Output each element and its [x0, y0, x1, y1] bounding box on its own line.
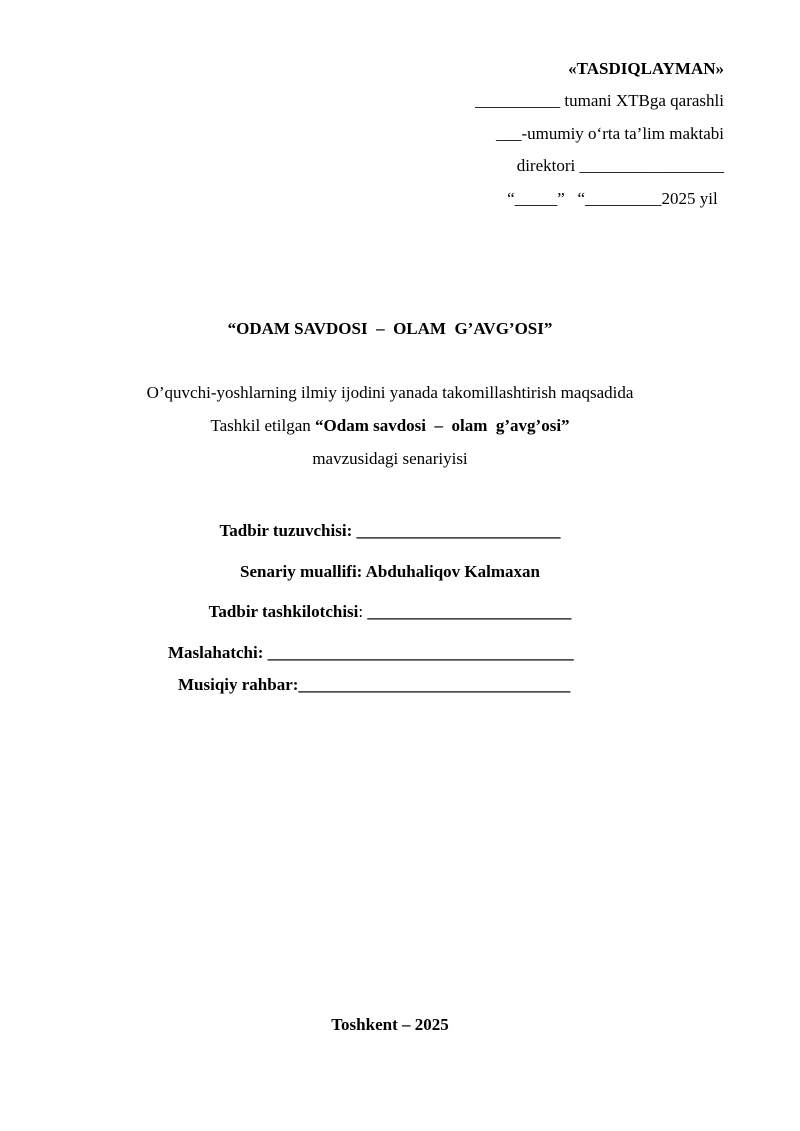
organizer-colon: : — [358, 602, 364, 621]
intro-line-1: O’quvchi-yoshlarning ilmiy ijodini yanada takomillashtirish maqsadida — [146, 383, 634, 402]
music-director-line: Musiqiy rahbar:________________________________ — [178, 675, 571, 694]
organizer-composer-line: Tadbir tuzuvchisi: ________________________ — [219, 521, 561, 540]
footer-city-year: Toshkent – 2025 — [331, 1015, 449, 1034]
intro-line-2 — [0, 416, 780, 436]
approval-date-line: “_____” “_________2025 yil — [507, 189, 722, 208]
organizer-label: Tadbir tashkilotchisi — [208, 602, 359, 621]
approval-director-line: direktori _________________ — [516, 156, 724, 175]
intro-line-2-prefix: Tashkil etilgan — [210, 416, 316, 435]
intro-topic: “Odam savdosi – olam g’avg’osi” — [315, 416, 570, 435]
intro-line-3: mavzusidagi senariyisi — [312, 449, 468, 468]
organizer-blank: ________________________ — [363, 602, 572, 621]
approval-heading: «TASDIQLAYMAN» — [568, 59, 724, 78]
document-title: “ODAM SAVDOSI – OLAM G’AVG’OSI” — [227, 319, 553, 338]
approval-district-line: __________ tumani XTBga qarashli — [475, 91, 724, 110]
advisor-line: Maslahatchi: ____________________________________ — [168, 643, 574, 662]
organizer-line — [0, 602, 780, 622]
approval-school-line: ___-umumiy o‘rta ta’lim maktabi — [495, 124, 724, 143]
author-line: Senariy muallifi: Abduhaliqov Kalmaxan — [240, 562, 540, 581]
